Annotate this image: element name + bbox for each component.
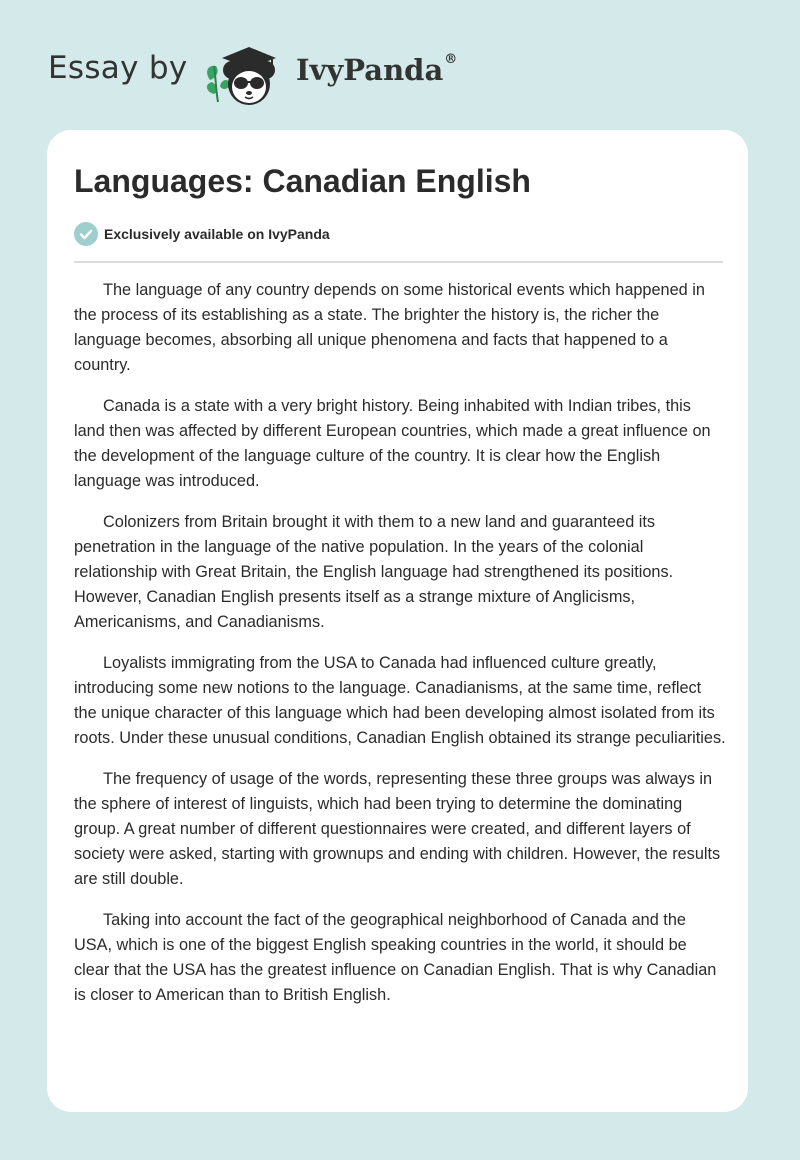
paragraph: The language of any country depends on some historical events which happened in the process of its establishing as a state. The brighter the history is, the richer the language becomes, absorbing all unique phenomena and facts that happened to a country.: [74, 281, 705, 374]
brand-name: [296, 53, 457, 87]
registered-mark: ®: [444, 52, 458, 67]
check-circle-icon: [74, 222, 98, 246]
paragraph: Colonizers from Britain brought it with them to a new land and guaranteed its penetration in the language of the native population. In the years of the colonial relationship with Great Britain, the English language had strengthened its positions. However, Canadian English presents itself as a strange mixture of Anglicisms, Americanisms, and Canadianisms.: [74, 513, 674, 631]
essay-title: Languages: Canadian English: [74, 163, 531, 199]
site-header: [0, 0, 800, 130]
brand-wordmark: IvyPanda: [296, 53, 444, 87]
paragraph: Taking into account the fact of the geographical neighborhood of Canada and the USA, which is one of the biggest English speaking countries in the world, it should be clear that the USA has the greatest influence on Canadian English. That is why Canadian is closer to American than to British English.: [74, 911, 717, 1004]
essay-body: [74, 278, 726, 1024]
essay-card: [47, 130, 748, 1112]
title-divider: [74, 261, 723, 263]
paragraph: The frequency of usage of the words, representing these three groups was always in the sphere of interest of linguists, which had been trying to determine the dominating group. A great number of different questionnaires were created, and different layers of society were asked, starting with grownups and ending with children. However, the results are still double.: [74, 770, 721, 888]
exclusive-badge-label: Exclusively available on IvyPanda: [104, 226, 330, 242]
essay-by-label: Essay by: [48, 50, 188, 86]
panda-graduate-logo-icon: [200, 36, 292, 110]
exclusive-badge: [74, 222, 330, 246]
paragraph: Loyalists immigrating from the USA to Canada had influenced culture greatly, introducing some new notions to the language. Canadianisms, at the same time, reflect the unique character of this language which had been developing almost isolated from its roots. Under these unusual conditions, Canadian English obtained its strange peculiarities.: [74, 654, 726, 747]
paragraph: Canada is a state with a very bright history. Being inhabited with Indian tribes, this land then was affected by different European countries, which made a great influence on the development of the language culture of the country. It is clear how the English language was introduced.: [74, 397, 711, 490]
